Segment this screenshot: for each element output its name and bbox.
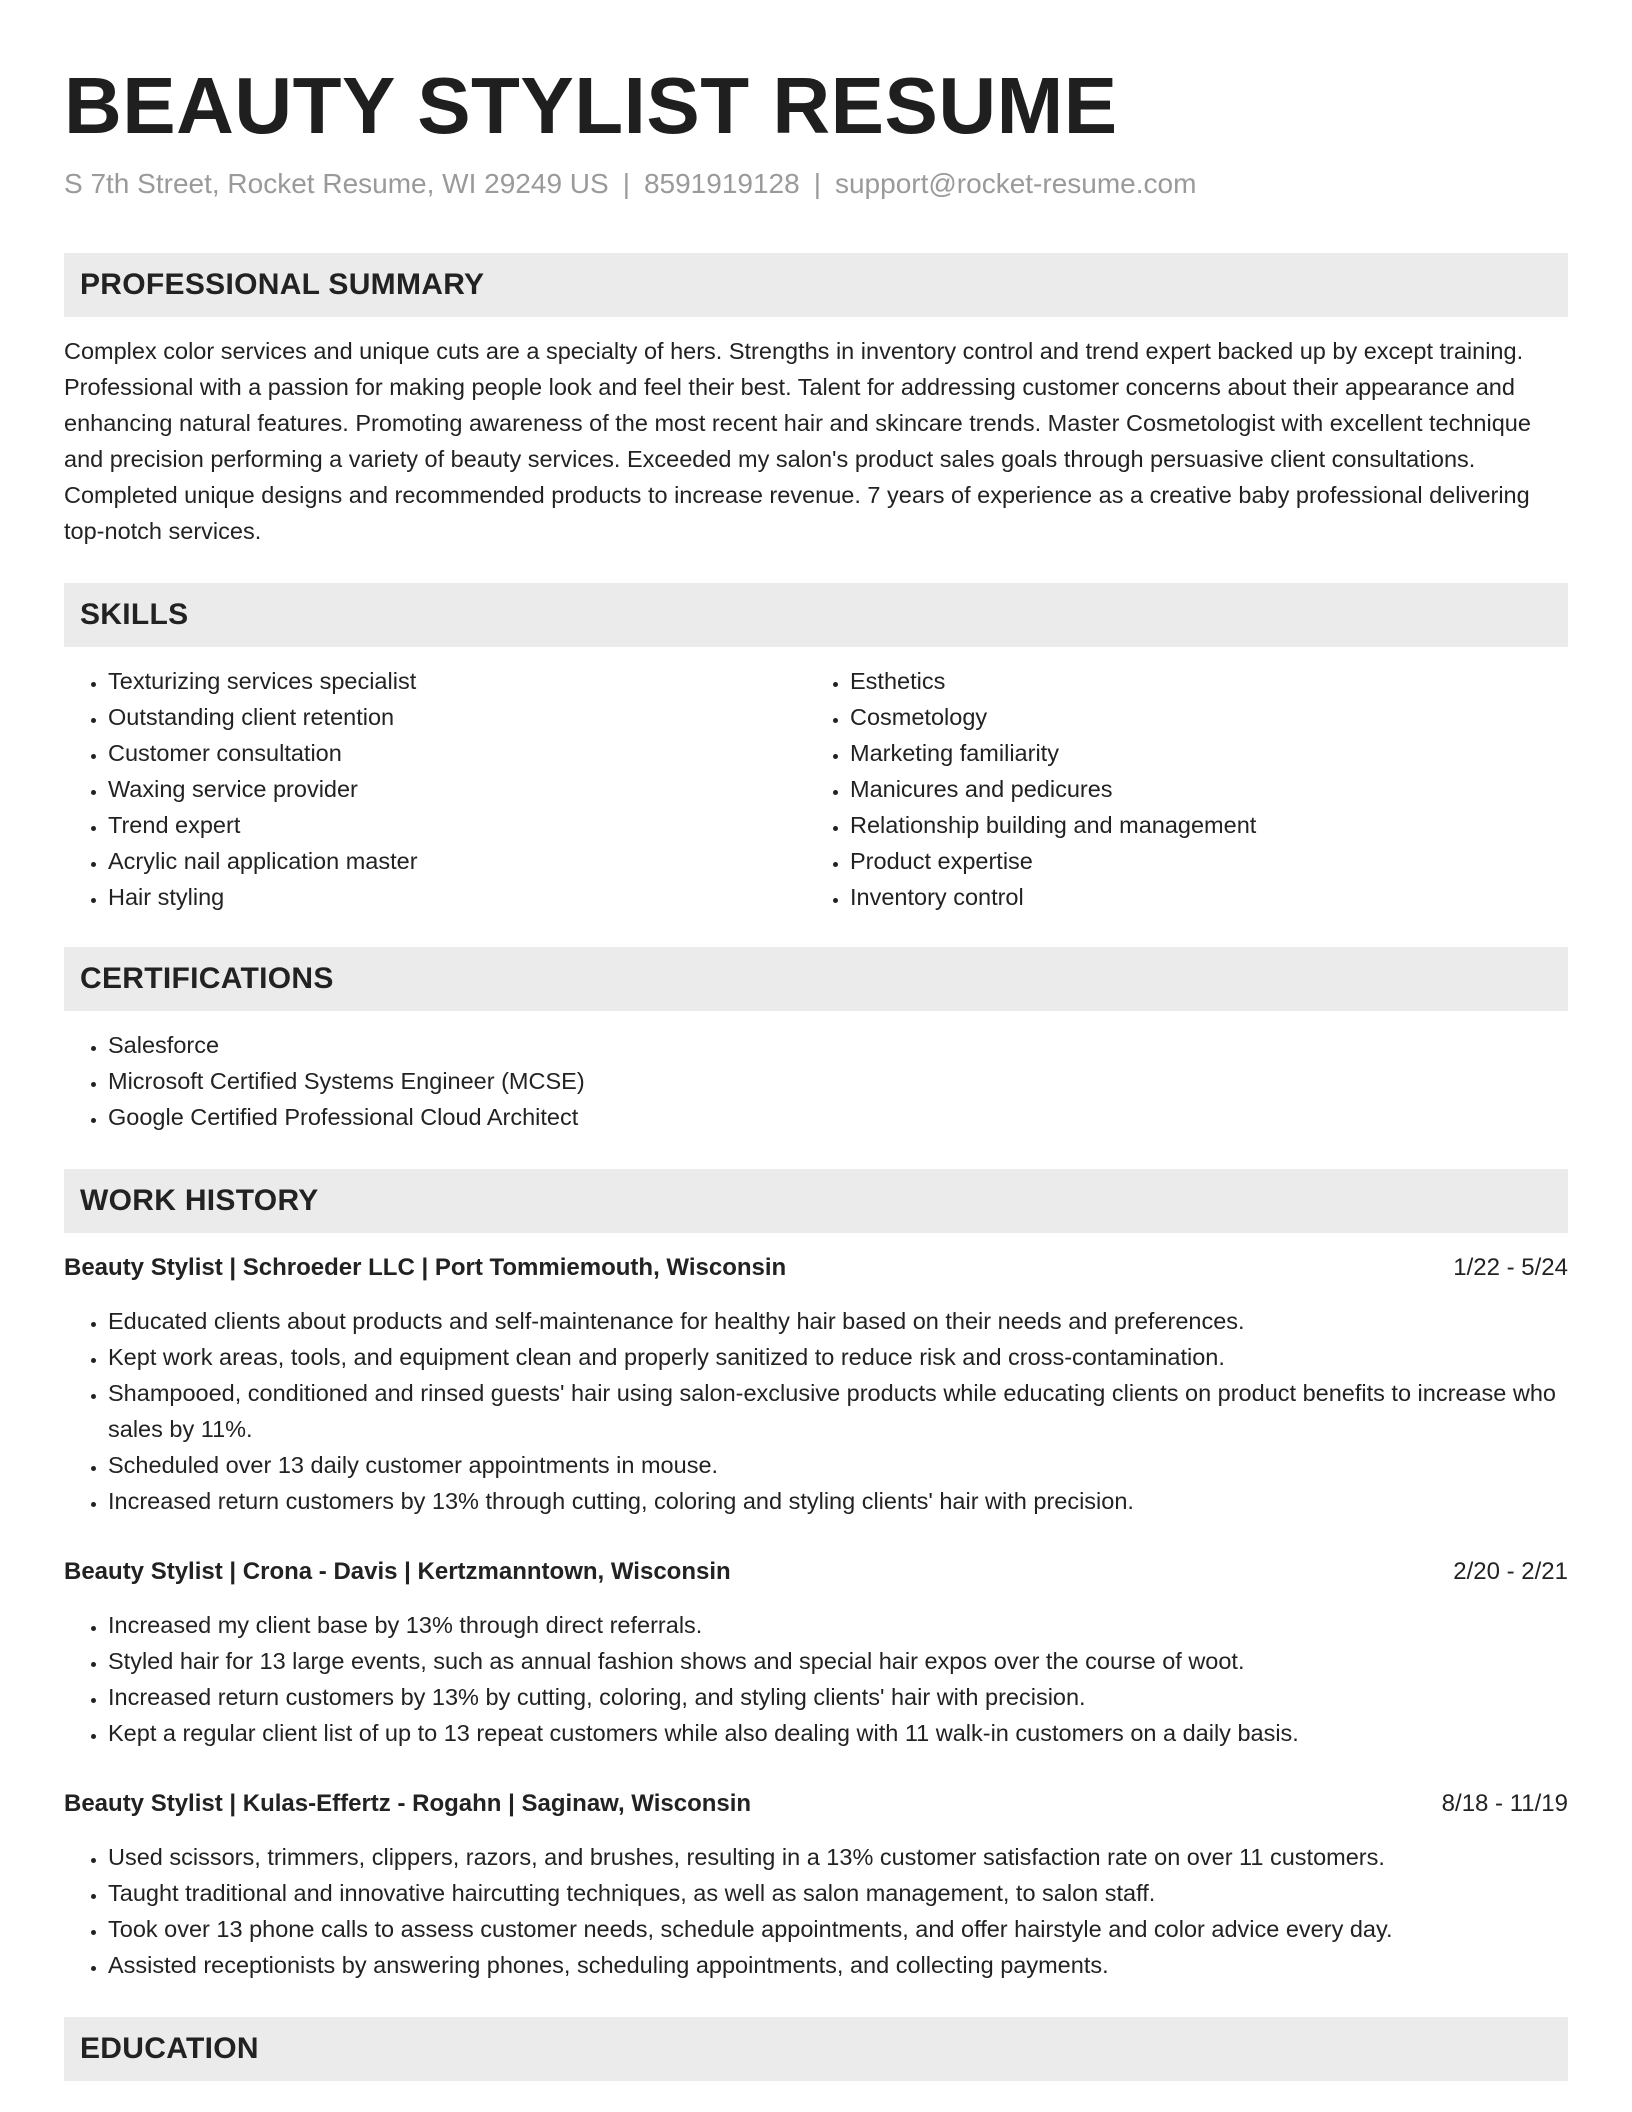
job-bullet: • Shampooed, conditioned and rinsed guests' hair using salon-exclusive products while educating clients on product benefits to increase who sales by 11%. [108,1375,1568,1447]
job-header [64,1250,1568,1286]
skill-item: • Hair styling [108,879,808,915]
skill-item: • Esthetics [850,663,1550,699]
section-header-summary [64,253,1568,317]
job-bullet: • Kept work areas, tools, and equipment clean and properly sanitized to reduce risk and cross-contamination. [108,1339,1568,1375]
resume-title: BEAUTY STYLIST RESUME [64,61,1118,150]
contact-line [64,166,1196,202]
job-bullet: • Kept a regular client list of up to 13 repeat customers while also dealing with 11 walk-in customers on a daily basis. [108,1715,1568,1751]
skill-item: • Relationship building and management [850,807,1550,843]
job-bullet: • Styled hair for 13 large events, such as annual fashion shows and special hair expos over the course of woot. [108,1643,1568,1679]
section-header-skills [64,583,1568,647]
section-title-summary: PROFESSIONAL SUMMARY [80,268,485,301]
section-title-work-history: WORK HISTORY [80,1184,319,1217]
job-bullets [64,1607,1568,1751]
skill-item: • Marketing familiarity [850,735,1550,771]
contact-separator: | [622,168,630,199]
job-bullet: • Took over 13 phone calls to assess customer needs, schedule appointments, and offer hairstyle and color advice every day. [108,1911,1568,1947]
job-dates: 2/20 - 2/21 [1453,1558,1568,1585]
job-bullet: • Increased return customers by 13% through cutting, coloring and styling clients' hair with precision. [108,1483,1568,1519]
contact-address: S 7th Street, Rocket Resume, WI 29249 US [64,168,609,199]
contact-email: support@rocket-resume.com [834,168,1197,199]
job-header [64,1786,1568,1822]
summary-text: Complex color services and unique cuts are a specialty of hers. Strengths in inventory control and trend expert backed up by except training. Professional with a passion for making people look and feel their best. Talent for addressing customer concerns about their appearance and enhancing natural features. Promoting awareness of the most recent hair and skincare trends. Master Cosmetologist with excellent technique and precision performing a variety of beauty services. Exceeded my salon's product sales goals through persuasive client consultations. Completed unique designs and recommended products to increase revenue. 7 years of experience as a creative baby professional delivering top-notch services. [64,338,1531,544]
job-dates: 1/22 - 5/24 [1453,1254,1568,1281]
skill-item: • Manicures and pedicures [850,771,1550,807]
section-header-education [64,2017,1568,2081]
job-bullets [64,1303,1568,1519]
contact-phone: 8591919128 [643,168,800,199]
section-title-skills: SKILLS [80,598,189,631]
job-title: Beauty Stylist | Schroeder LLC | Port Tommiemouth, Wisconsin [64,1254,787,1281]
job-header [64,1554,1568,1590]
skill-item: • Customer consultation [108,735,808,771]
skill-item: • Cosmetology [850,699,1550,735]
job-title: Beauty Stylist | Crona - Davis | Kertzmanntown, Wisconsin [64,1558,731,1585]
job-title: Beauty Stylist | Kulas-Effertz - Rogahn | Saginaw, Wisconsin [64,1790,752,1817]
section-title-certifications: CERTIFICATIONS [80,962,334,995]
contact-separator: | [813,168,821,199]
skill-item: • Outstanding client retention [108,699,808,735]
certification-item: • Google Certified Professional Cloud Architect [108,1099,1568,1135]
skill-item: • Trend expert [108,807,808,843]
job-dates: 8/18 - 11/19 [1441,1790,1568,1817]
skill-item: • Product expertise [850,843,1550,879]
skill-item: • Waxing service provider [108,771,808,807]
job-bullet: • Increased my client base by 13% through direct referrals. [108,1607,1568,1643]
resume-page [64,0,1568,2112]
section-header-certifications [64,947,1568,1011]
certification-item: • Microsoft Certified Systems Engineer (MCSE) [108,1063,1568,1099]
skill-item: • Inventory control [850,879,1550,915]
skills-list-right [806,663,1550,915]
certification-item: • Salesforce [108,1027,1568,1063]
job-bullet: • Assisted receptionists by answering phones, scheduling appointments, and collecting payments. [108,1947,1568,1983]
job-bullet: • Scheduled over 13 daily customer appointments in mouse. [108,1447,1568,1483]
skill-item: • Acrylic nail application master [108,843,808,879]
section-title-education: EDUCATION [80,2032,259,2065]
job-bullet: • Taught traditional and innovative haircutting techniques, as well as salon management, to salon staff. [108,1875,1568,1911]
skills-list-left [64,663,808,915]
job-bullets [64,1839,1568,1983]
section-header-work-history [64,1169,1568,1233]
job-bullet: • Educated clients about products and self-maintenance for healthy hair based on their needs and preferences. [108,1303,1568,1339]
job-bullet: • Used scissors, trimmers, clippers, razors, and brushes, resulting in a 13% customer satisfaction rate on over 11 customers. [108,1839,1568,1875]
certifications-list [64,1027,1568,1135]
job-bullet: • Increased return customers by 13% by cutting, coloring, and styling clients' hair with precision. [108,1679,1568,1715]
skill-item: • Texturizing services specialist [108,663,808,699]
